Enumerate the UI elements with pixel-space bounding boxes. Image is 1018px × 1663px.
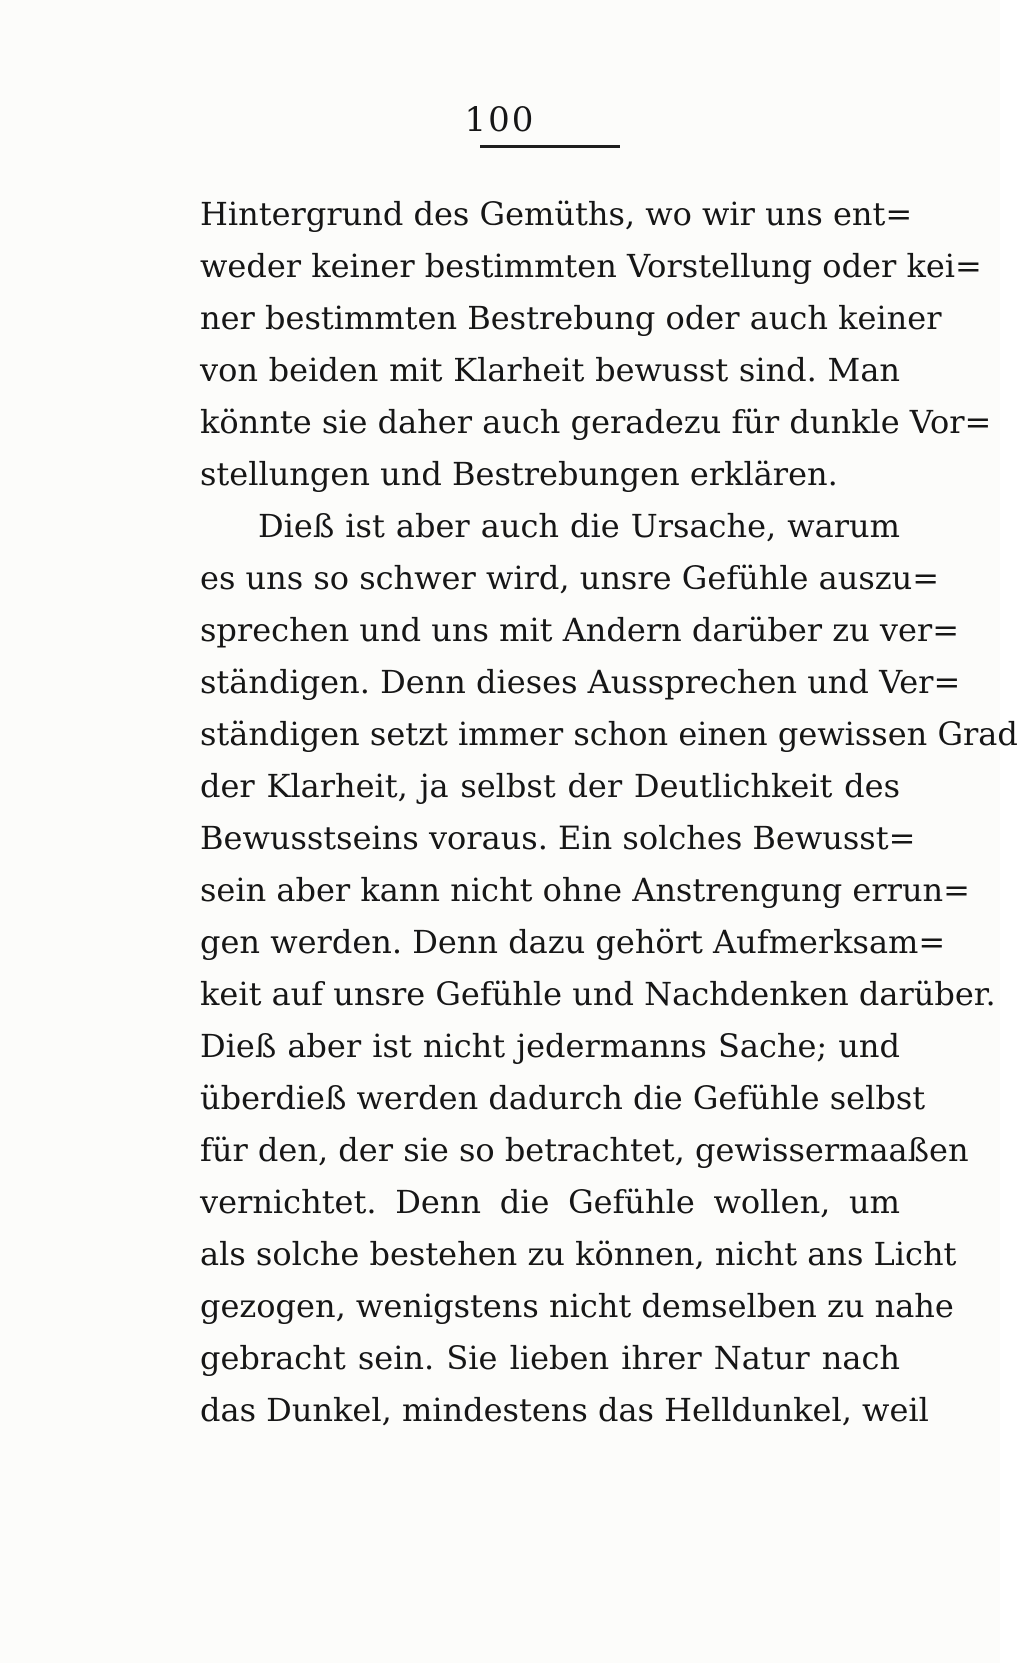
text-line: Bewusstseins voraus. Ein solches Bewusst= [200,819,916,857]
text-line: Hintergrund des Gemüths, wo wir uns ent= [200,195,913,233]
text-line: von beiden mit Klarheit bewusst sind. Man [200,351,900,389]
text-line: das Dunkel, mindestens das Helldunkel, weil [200,1391,929,1429]
text-line: als solche bestehen zu können, nicht ans Licht [200,1235,957,1273]
text-line: es uns so schwer wird, unsre Gefühle auszu= [200,559,940,597]
text-line: für den, der sie so betrachtet, gewissermaaßen [200,1131,969,1169]
body-text [200,188,1018,1436]
text-line: überdieß werden dadurch die Gefühle selbst [200,1079,926,1117]
text-line: weder keiner bestimmten Vorstellung oder kei= [200,247,982,285]
text-line: Dieß aber ist nicht jedermanns Sache; und [200,1027,900,1065]
header-rule [480,145,620,148]
text-line: gen werden. Denn dazu gehört Aufmerksam= [200,923,946,961]
text-line: gebracht sein. Sie lieben ihrer Natur nach [200,1339,900,1377]
text-line: ständigen setzt immer schon einen gewissen Grad [200,715,1018,753]
text-line: keit auf unsre Gefühle und Nachdenken darüber. [200,975,996,1013]
text-line: ständigen. Denn dieses Aussprechen und Ver= [200,663,961,701]
text-line: sein aber kann nicht ohne Anstrengung errun= [200,871,970,909]
text-line: der Klarheit, ja selbst der Deutlichkeit des [200,767,900,805]
paragraph-start-line: Dieß ist aber auch die Ursache, warum [258,507,900,545]
text-line: sprechen und uns mit Andern darüber zu ver= [200,611,960,649]
page-number: 100 [464,100,536,140]
text-line: könnte sie daher auch geradezu für dunkle Vor= [200,403,992,441]
text-line: gezogen, wenigstens nicht demselben zu nahe [200,1287,954,1325]
text-line: stellungen und Bestrebungen erklären. [200,455,838,493]
text-line: ner bestimmten Bestrebung oder auch keiner [200,299,942,337]
text-line: vernichtet. Denn die Gefühle wollen, um [200,1183,900,1221]
